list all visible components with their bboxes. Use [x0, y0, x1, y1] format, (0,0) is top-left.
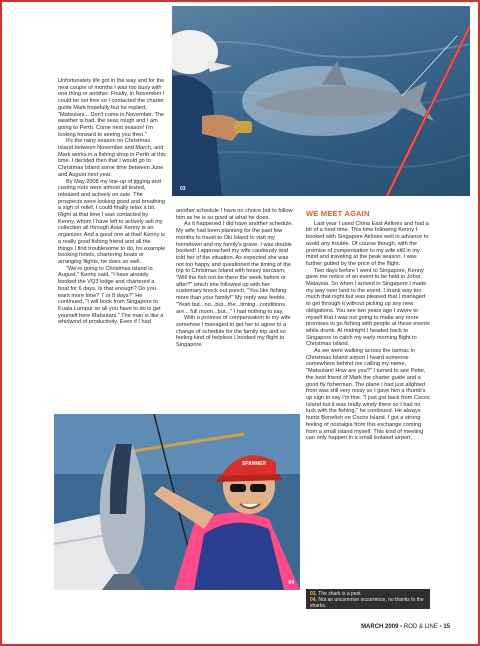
- text-column-3: [306, 211, 430, 581]
- caption-text: Not an uncommon occurrence, no thanks to the sharks.: [310, 597, 424, 609]
- caption-text: The shark is a pest.: [318, 591, 362, 597]
- paragraph: By May 2008 my line-up of jigging and casting rods were almost all tested, released and actively on sale. The prospects were looking good and breathing a sigh of relief, I could finally relax a bit. Right at that time I was contacted by Kenny, whom I have left to actively sell my collection all through Asia! Kenny is an organizer. And a good one at that! Kenny is a really good fishing friend and all the things I find troublesome to do, for example booking hotels, chartering boats or arranging flights, he does so well.: [58, 178, 166, 265]
- issue-date: MARCH 2009: [361, 624, 399, 630]
- caption-04: [310, 597, 426, 609]
- photo-shark-fishing-illustration: [172, 6, 470, 196]
- paragraph: Unfortunately life got in the way and for the next couple of months I was too busy with one thing or another. Finally, in November I could be set free so I contacted the charter guide Mark hopefully but he replied, "Matsutani... Don't come in November. The weather is bad, the seas rough and I am going to Perth. Come next season! I'm looking forward to seeing you then.": [58, 78, 165, 138]
- photo-number-04: 04: [288, 580, 294, 586]
- cap-logo-text: SPANNER: [242, 461, 267, 467]
- photo-captions: [306, 589, 430, 609]
- paragraph: It's the rainy season on Christmas Island between November and March, and Mark works in a fishing shop in Perth at this time. I decided then that I would go to Christmas Island some time between June and August next year.: [58, 138, 166, 178]
- magazine-page: [8, 6, 470, 636]
- page-number: 15: [443, 624, 450, 630]
- paragraph: As it happened I did have another schedule. My wife had been planning for the past few months to travel to Oki Island to visit my hometown and my family's grave. I was double booked! I approached my wife cautiously and told her of the situation. As expected she was not too happy and questioned the timing of the trip to Christmas Island with heavy sarcasm, "Will the fish not be there the week before or after?" which she followed up with her customary knock out punch, "You like fishing more than your family!" My reply was feeble, "Yeah but...no...but...the...timing...conditions are... full moon...but..." I had nothing to say.: [176, 221, 294, 315]
- folio-separator: •: [398, 624, 404, 630]
- caption-number: 04.: [310, 597, 317, 603]
- photo-angler-with-tuna: [54, 414, 300, 590]
- magazine-name: ROD & LINE: [403, 624, 438, 630]
- paragraph: "We're going to Christmas island in August," Kenny said, "I have already booked the VQ3 lodge and chartered a boat for 6 days. Is that enough? Do you want more time? 7 or 8 days?" He continued, "I will book from Singapore to Kuala Lumpur so all you have to do is get yourself here Matsutani." The man is like a whirlwind of productivity. Even if I had: [58, 265, 164, 326]
- caption-number: 03.: [310, 591, 317, 597]
- folio-separator: •: [437, 624, 444, 630]
- section-heading: WE MEET AGAIN: [306, 211, 370, 218]
- paragraph: As we were walking across the tarmac in Christmas Island airport I heard someone somewhere behind me calling my name, "Matsutani! How are you?" I turned to see Peter, the best friend of Mark the charter guide and a good fly fisherman. The plane I had just alighted from was still very noisy so I gave him a thumb's up sign to say I'm fine. "I just got back from Cocos Island but it was really windy there so I had no luck with the fishing," he continued. He always hunts Bonefish on Cocos Island. I got a strong feeling of nostalgia from this exchange coming from a small island myself. This kind of meeting can only happen in a small isolated airport.: [306, 348, 430, 442]
- text-column-1: [58, 78, 166, 408]
- paragraph: Two days before I went to Singapore, Kenny gave me notice of an event to be held in Johor, Malaysia. So when I arrived in Singapore I made my way over land to the event. I drank way too much that night but was pleased that I managed to get through it without picking up any new obligations. You see two years ago I swore to myself that I was not going to make any more promises to go fishing with people at these events while drunk. At midnight I headed back to Singapore to catch my early morning flight to Christmas Island.: [306, 267, 430, 348]
- photo-shark-fishing: [172, 6, 470, 196]
- text-column-2: [176, 208, 296, 378]
- paragraph: Last year I used China East Airlines and had a bit of a hard time. This time following Kenny I booked with Singapore Airlines well in advance to avoid any trouble. Of course though, with the promise of compensation to my wife still in my mind and traveling at the peak season, I was further gutted by the price of the flight.: [306, 220, 429, 267]
- paragraph: another schedule I have no choice but to follow him as he is so good at what he does.: [176, 208, 293, 221]
- photo-angler-illustration: [54, 414, 300, 590]
- paragraph: With a promise of compensation to my wife somehow I managed to get her to agree to a change of schedule for the family trip and so feeling kind of helpless I booked my flight to Singapore.: [176, 315, 291, 349]
- page-folio: [361, 624, 450, 630]
- photo-number-03: 03: [180, 186, 186, 192]
